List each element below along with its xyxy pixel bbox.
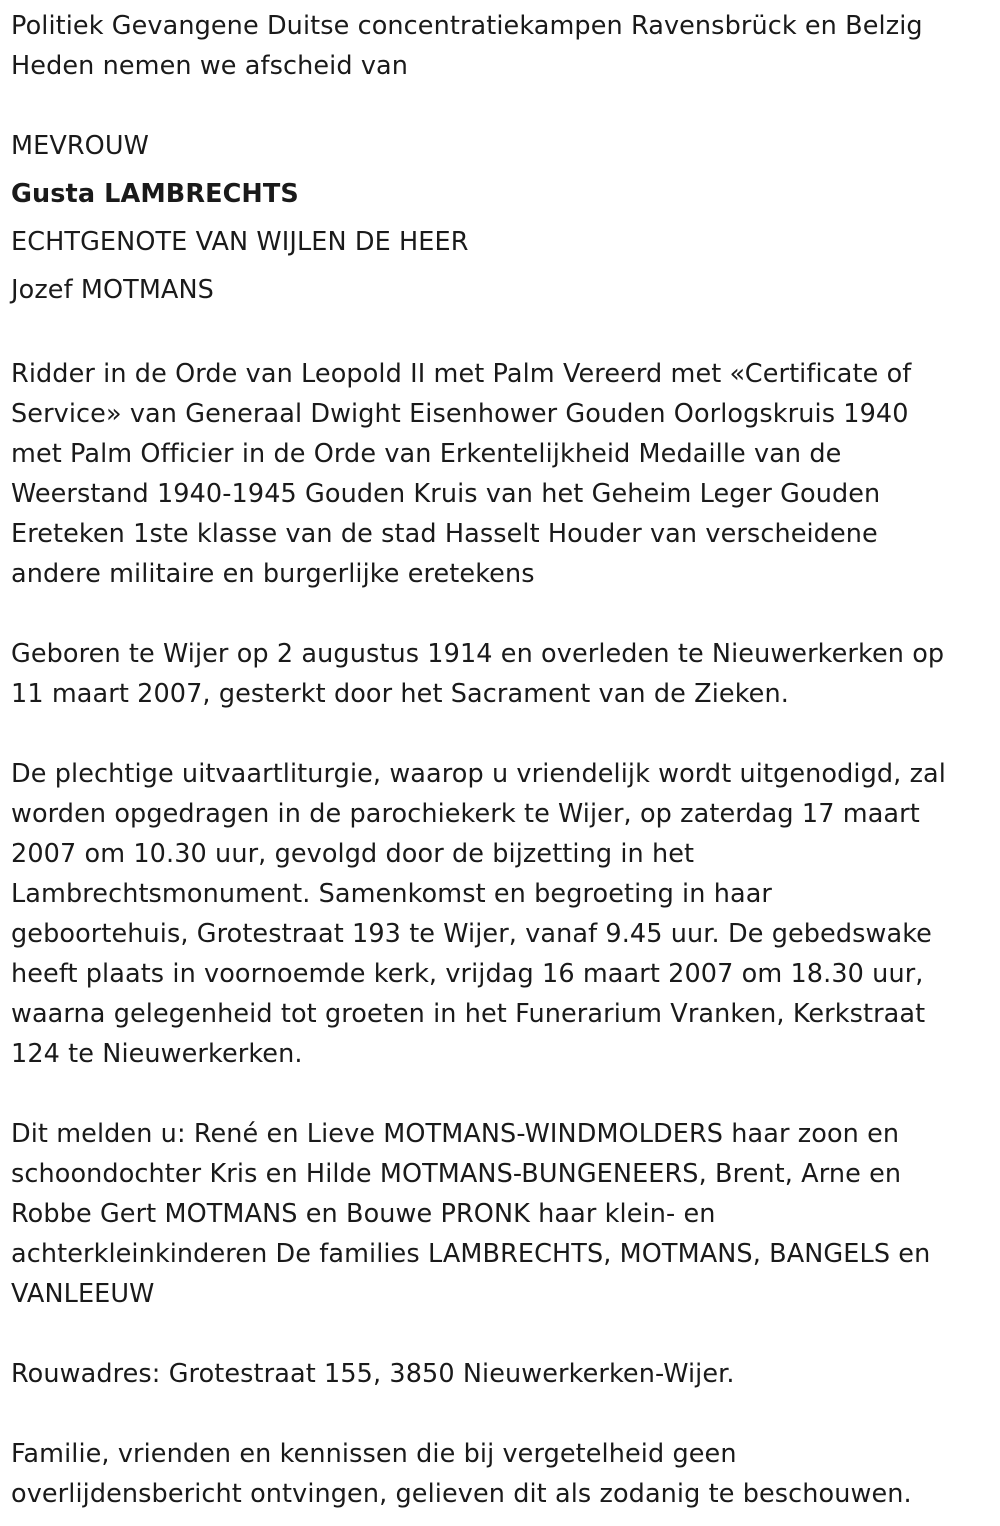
family-line: Robbe Gert MOTMANS en Bouwe PRONK haar klein- en [11,1199,716,1229]
person-name: Gusta LAMBRECHTS [11,179,299,209]
birth-death-line: Geboren te Wijer op 2 augustus 1914 en overleden te Nieuwerkerken op [11,639,945,669]
funeral-line: waarna gelegenheid tot groeten in het Funerarium Vranken, Kerkstraat [11,999,926,1029]
closing-line: overlijdensbericht ontvingen, gelieven dit als zodanig te beschouwen. [11,1479,912,1509]
family-line: Dit melden u: René en Lieve MOTMANS-WINDMOLDERS haar zoon en [11,1119,900,1149]
person-section [11,122,988,314]
funeral-line: 2007 om 10.30 uur, gevolgd door de bijzetting in het [11,839,695,869]
funeral-line: Lambrechtsmonument. Samenkomst en begroeting in haar [11,879,773,909]
funeral-line: 124 te Nieuwerkerken. [11,1039,303,1069]
address-section [11,1354,988,1394]
honors-line: Ridder in de Orde van Leopold II met Palm Vereerd met «Certificate of [11,359,912,389]
family-section [11,1114,988,1314]
paragraph-gap [11,314,988,354]
birth-death-section [11,634,988,714]
honors-line: Ereteken 1ste klasse van de stad Hasselt Houder van verscheidene [11,519,878,549]
funeral-line: heeft plaats in voornoemde kerk, vrijdag 16 maart 2007 om 18.30 uur, [11,959,924,989]
honors-line: andere militaire en burgerlijke eretekens [11,559,535,589]
paragraph-gap [11,594,988,634]
funeral-line: geboortehuis, Grotestraat 193 te Wijer, vanaf 9.45 uur. De gebedswake [11,919,932,949]
family-line: VANLEEUW [11,1279,155,1309]
family-line: achterkleinkinderen De families LAMBRECHTS, MOTMANS, BANGELS en [11,1239,931,1269]
paragraph-gap [11,86,988,126]
honors-section [11,354,988,594]
paragraph-gap [11,714,988,754]
person-relation: ECHTGENOTE VAN WIJLEN DE HEER [11,227,469,257]
paragraph-gap [11,1394,988,1434]
paragraph-gap [11,1314,988,1354]
person-title: MEVROUW [11,131,149,161]
funeral-section [11,754,988,1074]
intro-line: Politiek Gevangene Duitse concentratiekampen Ravensbrück en Belzig [11,11,923,41]
closing-section [11,1434,988,1514]
funeral-line: De plechtige uitvaartliturgie, waarop u vriendelijk wordt uitgenodigd, zal [11,759,946,789]
closing-line: Familie, vrienden en kennissen die bij vergetelheid geen [11,1439,737,1469]
paragraph-gap [11,1074,988,1114]
family-line: schoondochter Kris en Hilde MOTMANS-BUNGENEERS, Brent, Arne en [11,1159,902,1189]
birth-death-line: 11 maart 2007, gesterkt door het Sacrament van de Zieken. [11,679,789,709]
mourning-address: Rouwadres: Grotestraat 155, 3850 Nieuwerkerken-Wijer. [11,1359,735,1389]
intro-section [11,6,988,86]
honors-line: met Palm Officier in de Orde van Erkentelijkheid Medaille van de [11,439,842,469]
honors-line: Service» van Generaal Dwight Eisenhower Gouden Oorlogskruis 1940 [11,399,909,429]
honors-line: Weerstand 1940-1945 Gouden Kruis van het Geheim Leger Gouden [11,479,881,509]
intro-line: Heden nemen we afscheid van [11,51,409,81]
spouse-name: Jozef MOTMANS [11,275,214,305]
funeral-line: worden opgedragen in de parochiekerk te Wijer, op zaterdag 17 maart [11,799,920,829]
